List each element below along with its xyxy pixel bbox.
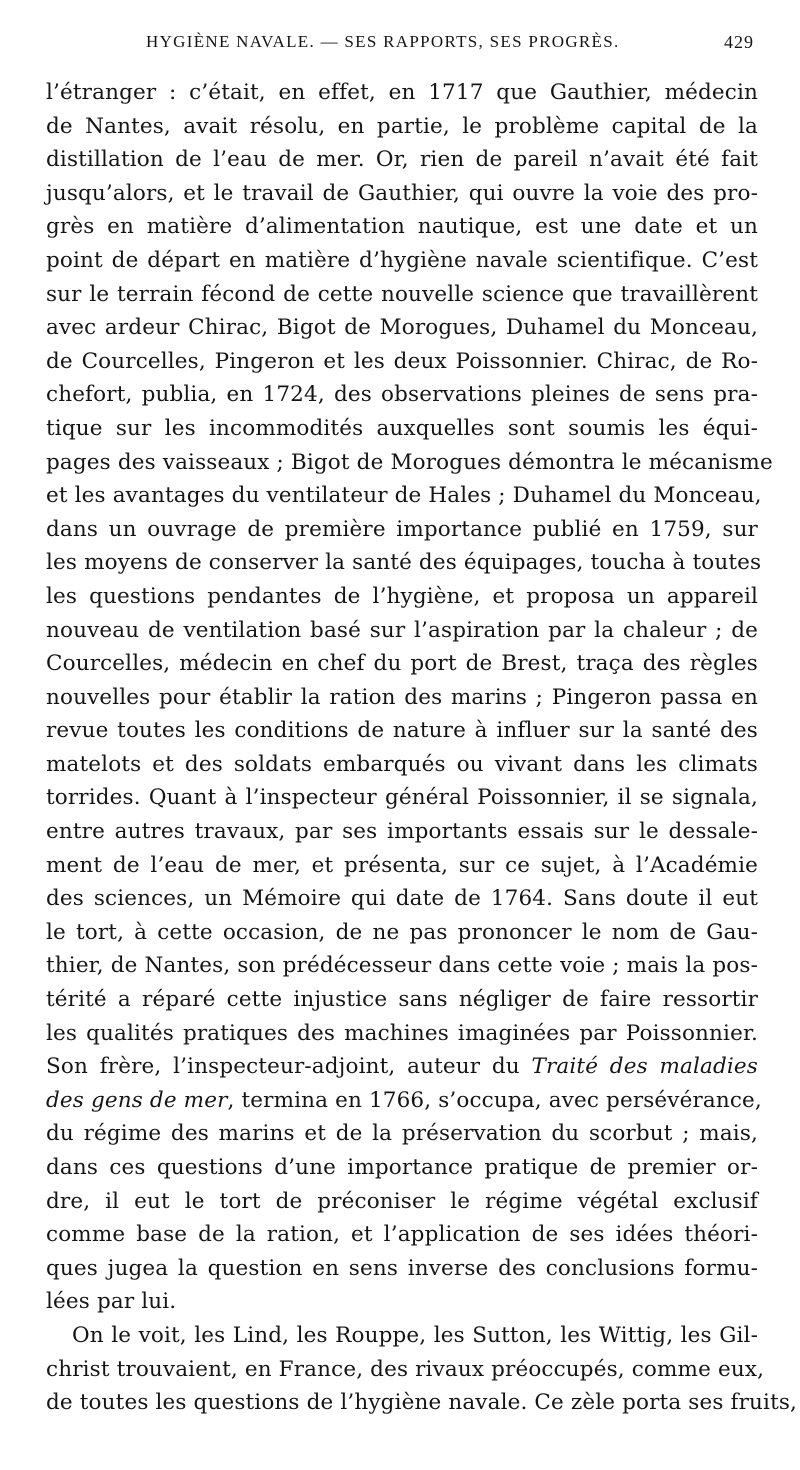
- running-head-title: HYGIÈNE NAVALE. — SES RAPPORTS, SES PROGRÈS.: [146, 32, 620, 51]
- text-line: jusqu’alors, et le travail de Gauthier, qui ouvre la voie des pro-: [46, 180, 758, 206]
- text-line-italic-title: [46, 1084, 762, 1118]
- text-line: tique sur les incommodités auxquelles sont soumis les équi-: [46, 415, 758, 441]
- text-line: christ trouvaient, en France, des rivaux préoccupés, comme eux,: [46, 1356, 765, 1382]
- text-line: térité a réparé cette injustice sans négliger de faire ressortir: [46, 987, 758, 1013]
- text-line: du régime des marins et de la préservation du scorbut ; mais,: [46, 1121, 758, 1147]
- text-line: les questions pendantes de l’hygiène, et proposa un appareil: [46, 583, 758, 609]
- page-number: 429: [724, 32, 754, 52]
- paragraph-2: [46, 1319, 798, 1420]
- text-line: les moyens de conserver la santé des équipages, toucha à toutes: [46, 550, 762, 576]
- text-line: matelots et des soldats embarqués ou vivant dans les climats: [46, 751, 758, 777]
- text-line: dans un ouvrage de première importance publié en 1759, sur: [46, 516, 758, 542]
- text-line: On le voit, les Lind, les Rouppe, les Sutton, les Wittig, les Gil-: [72, 1322, 758, 1348]
- text-line: point de départ en matière d’hygiène navale scientifique. C’est: [46, 247, 758, 273]
- text-segment: Son frère, l’inspecteur-adjoint, auteur du: [46, 1054, 532, 1080]
- text-line: entre autres travaux, par ses importants essais sur le dessale-: [46, 819, 758, 845]
- text-line: Courcelles, médecin en chef du port de Brest, traça des règles: [46, 651, 758, 677]
- text-line: revue toutes les conditions de nature à influer sur la santé des: [46, 718, 758, 744]
- text-line: distillation de l’eau de mer. Or, rien de pareil n’avait été fait: [46, 147, 758, 173]
- text-line: avec ardeur Chirac, Bigot de Morogues, Duhamel du Monceau,: [46, 315, 758, 341]
- text-line: sur le terrain fécond de cette nouvelle science que travaillèrent: [46, 281, 758, 307]
- text-line: ment de l’eau de mer, et présenta, sur ce sujet, à l’Académie: [46, 852, 758, 878]
- text-line: comme base de la ration, et l’application de ses idées théori-: [46, 1222, 758, 1248]
- text-line: dans ces questions d’une importance pratique de premier or-: [46, 1155, 758, 1180]
- text-line: grès en matière d’alimentation nautique, est une date et un: [46, 214, 758, 240]
- text-line: de Nantes, avait résolu, en partie, le problème capital de la: [46, 113, 758, 139]
- text-line: de toutes les questions de l’hygiène navale. Ce zèle porta ses fruits,: [46, 1390, 798, 1416]
- text-line: nouvelles pour établir la ration des marins ; Pingeron passa en: [46, 684, 758, 710]
- body-text: [46, 76, 798, 1420]
- text-line: des sciences, un Mémoire qui date de 1764. Sans doute il eut: [46, 886, 758, 912]
- text-line: l’étranger : c’était, en effet, en 1717 que Gauthier, médecin: [46, 80, 758, 105]
- text-line: de Courcelles, Pingeron et les deux Poissonnier. Chirac, de Ro-: [46, 348, 758, 374]
- text-line: chefort, publia, en 1724, des observations pleines de sens pra-: [46, 382, 758, 408]
- text-segment: , termina en 1766, s’occupa, avec persévérance,: [227, 1087, 762, 1113]
- text-line: thier, de Nantes, son prédécesseur dans cette voie ; mais la pos-: [46, 953, 758, 979]
- running-head: [46, 32, 760, 62]
- book-title-italic: Traité des maladies: [531, 1054, 758, 1080]
- text-line: torrides. Quant à l’inspecteur général Poissonnier, il se signala,: [46, 785, 758, 811]
- text-line: et les avantages du ventilateur de Hales ; Duhamel du Monceau,: [46, 483, 762, 509]
- paragraph-1: [46, 76, 773, 1319]
- text-line: ques jugea la question en sens inverse des conclusions formu-: [46, 1255, 758, 1281]
- text-line-italic-title: [46, 1050, 758, 1084]
- text-line: dre, il eut le tort de préconiser le régime végétal exclusif: [46, 1188, 758, 1214]
- book-title-italic: des gens de mer: [46, 1087, 228, 1113]
- text-line: le tort, à cette occasion, de ne pas prononcer le nom de Gau-: [46, 919, 758, 945]
- text-line: pages des vaisseaux ; Bigot de Morogues démontra le mécanisme: [46, 449, 773, 475]
- text-line: les qualités pratiques des machines imaginées par Poissonnier.: [46, 1020, 758, 1046]
- text-line: nouveau de ventilation basé sur l’aspiration par la chaleur ; de: [46, 617, 758, 643]
- text-line: lées par lui.: [46, 1289, 177, 1315]
